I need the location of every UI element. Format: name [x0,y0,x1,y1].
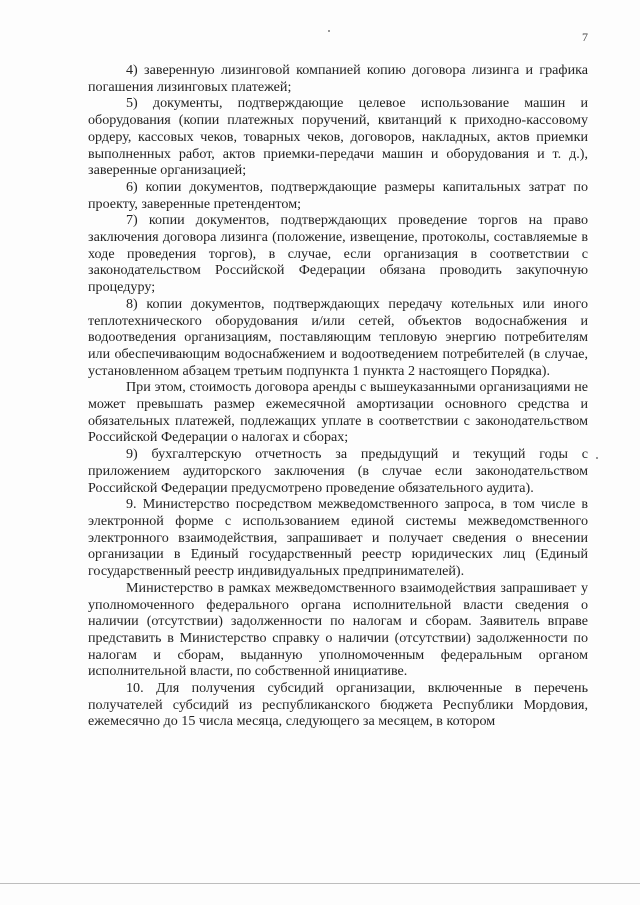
paragraph-item-8: 8) копии документов, подтверждающих передачу котельных или иного теплотехнического оборудования и/или сетей, объектов водоснабжения и водоотведения организациям, поставляющим тепловую энергию потребителям или обеспечивающим водоснабжением и водоотведением потребителей (в случае, установленном абзацем третьим подпункта 1 пункта 2 настоящего Порядка). [88,295,588,379]
paragraph-section-9: 9. Министерство посредством межведомственного запроса, в том числе в электронной форме с использованием единой системы межведомственного электронного взаимодействия, запрашивает и получает сведения о внесении организации в Единый государственный реестр юридических лиц (Единый государственный реестр индивидуальных предпринимателей). [88,496,588,580]
scan-edge-line [0,883,640,884]
paragraph-section-10: 10. Для получения субсидий организации, включенные в перечень получателей субсидий из республиканского бюджета Республики Мордовия, ежемесячно до 15 числа месяца, следующего за месяцем, в котором [88,680,588,730]
paragraph-item-6: 6) копии документов, подтверждающие размеры капитальных затрат по проекту, заверенные претендентом; [88,178,588,212]
paragraph-item-9: 9) бухгалтерскую отчетность за предыдущий и текущий годы с приложением аудиторского заключения (в случае если законодательством Российской Федерации предусмотрено проведение обязательного аудита). [88,446,588,496]
scan-speck [328,30,330,32]
page-number: 7 [582,30,588,44]
document-body [88,62,588,730]
paragraph-ministry-request: Министерство в рамках межведомственного взаимодействия запрашивает у уполномоченного федерального органа исполнительной власти сведения о наличии (отсутствии) задолженности по налогам и сборам. Заявитель вправе представить в Министерство справку о наличии (отсутствии) задолженности по налогам и сборам, выданную уполномоченным федеральным органом исполнительной власти, по собственной инициативе. [88,579,588,680]
paragraph-lease-cost: При этом, стоимость договора аренды с вышеуказанными организациями не может превышать размер ежемесячной амортизации основного средства и обязательных платежей, подлежащих уплате в соответствии с законодательством Российской Федерации о налогах и сборах; [88,379,588,446]
paragraph-item-4: 4) заверенную лизинговой компанией копию договора лизинга и графика погашения лизинговых платежей; [88,62,588,95]
paragraph-item-5: 5) документы, подтверждающие целевое использование машин и оборудования (копии платежных поручений, квитанций к приходно-кассовому ордеру, кассовых чеков, товарных чеков, договоров, накладных, актов приемки выполненных работ, актов приемки-передачи машин и оборудования и т. д.), заверенные организацией; [88,95,588,179]
paragraph-item-7: 7) копии документов, подтверждающих проведение торгов на право заключения договора лизинга (положение, извещение, протоколы, составляемые в ходе проведения торгов), в случае, если организация в соответствии с законодательством Российской Федерации обязана проводить закупочную процедуру; [88,212,588,296]
scan-speck [596,457,598,459]
